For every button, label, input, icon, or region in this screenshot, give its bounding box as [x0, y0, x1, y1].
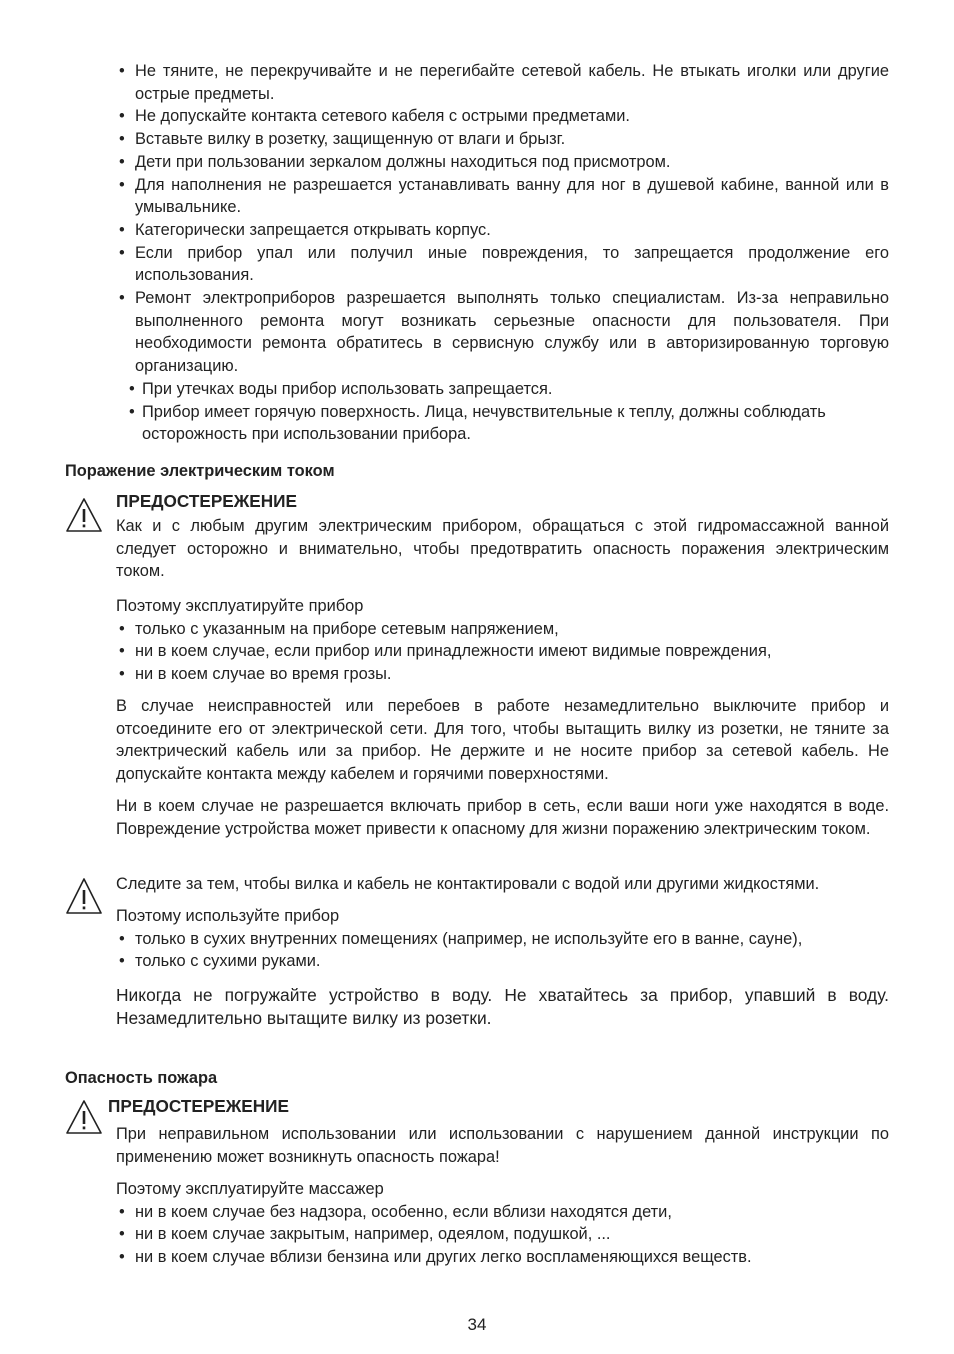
fire-intro: При неправильном использовании или использовании с нарушением данной инструкции по применению может возникнуть опасность пожара!: [116, 1125, 889, 1166]
warning-label: ПРЕДОСТЕРЕЖЕНИЕ: [116, 491, 297, 511]
shock-paragraph-1: В случае неисправностей или перебоев в работе незамедлительно выключите прибор и отсоедините его от электрической сети. Для того, чтобы вытащить вилку из розетки, не тяните за электрический кабель или за прибор. Не держите и не носите прибор за сетевой кабель. Не допускайте контакта между кабелем и горячими поверхностями.: [116, 697, 889, 784]
warning-triangle-icon: [65, 877, 103, 915]
section-title-electric-shock: Поражение электрическим током: [65, 462, 335, 480]
list-item: • только в сухих внутренних помещениях (например, не используйте его в ванне, сауне),: [116, 928, 889, 951]
use-lead: Поэтому используйте прибор: [116, 907, 340, 925]
shock-warning-block: [116, 491, 889, 583]
warning-triangle-icon: [65, 497, 103, 533]
warning-triangle-icon: [65, 1099, 103, 1135]
shock-paragraph-2: Ни в коем случае не разрешается включать прибор в сеть, если ваши ноги уже находятся в воде. Повреждение устройства может привести к опасному для жизни поражению электрическим током.: [116, 797, 889, 838]
list-item: • Вставьте вилку в розетку, защищенную от влаги и брызг.: [116, 128, 889, 151]
page-number: 34: [467, 1315, 487, 1334]
section-title-fire: Опасность пожара: [65, 1069, 218, 1087]
list-item: • Не допускайте контакта сетевого кабеля с острыми предметами.: [116, 105, 889, 128]
list-item: • ни в коем случае во время грозы.: [116, 663, 889, 686]
list-item: • Прибор имеет горячую поверхность. Лица, нечувствительные к теплу, должны соблюдать осторожность при использовании прибора.: [129, 401, 889, 446]
list-item: • ни в коем случае вблизи бензина или других легко воспламеняющихся веществ.: [116, 1246, 889, 1269]
shock-intro: Как и с любым другим электрическим прибором, обращаться с этой гидромассажной ванной следует осторожно и внимательно, чтобы предотвратить опасность поражения электрическим током.: [116, 517, 889, 581]
list-item: • Не тяните, не перекручивайте и не перегибайте сетевой кабель. Не втыкать иголки или другие острые предметы.: [116, 60, 889, 105]
list-item: • только с сухими руками.: [116, 950, 889, 973]
use-lead: Поэтому эксплуатируйте массажер: [116, 1180, 384, 1198]
list-item: • Категорически запрещается открывать корпус.: [116, 219, 889, 242]
use-list: [116, 928, 889, 973]
shock-warning-2: Следите за тем, чтобы вилка и кабель не контактировали с водой или другими жидкостями.: [116, 875, 820, 893]
safety-bullets-extra: [129, 378, 889, 446]
top-safety-list: [116, 60, 889, 446]
list-item: • только с указанным на приборе сетевым напряжением,: [116, 618, 889, 641]
use-list: [116, 1201, 889, 1269]
list-item: • Для наполнения не разрешается устанавливать ванну для ног в душевой кабине, ванной или в умывальнике.: [116, 174, 889, 219]
list-item: • При утечках воды прибор использовать запрещается.: [129, 378, 889, 401]
list-item: • ни в коем случае, если прибор или принадлежности имеют видимые повреждения,: [116, 640, 889, 663]
fire-use-block: [116, 1178, 889, 1269]
use-lead: Поэтому эксплуатируйте прибор: [116, 597, 364, 615]
list-item: • ни в коем случае закрытым, например, одеялом, подушкой, ...: [116, 1223, 889, 1246]
use-list: [116, 618, 889, 686]
list-item: • Ремонт электроприборов разрешается выполнять только специалистам. Из-за неправильно выполненного ремонта могут возникать серьезные опасности для пользователя. При необходимости ремонта обратитесь в сервисную службу или в авторизированную торговую организацию.: [116, 287, 889, 378]
list-item: • Дети при пользовании зеркалом должны находиться под присмотром.: [116, 151, 889, 174]
list-item: • ни в коем случае без надзора, особенно, если вблизи находятся дети,: [116, 1201, 889, 1224]
warning-label: ПРЕДОСТЕРЕЖЕНИЕ: [108, 1096, 289, 1116]
shock-use-block-2: [116, 905, 889, 973]
shock-use-block: [116, 595, 889, 686]
shock-paragraph-3: Никогда не погружайте устройство в воду. Не хватайтесь за прибор, упавший в воду. Незамедлительно вытащите вилку из розетки.: [116, 985, 889, 1028]
list-item: • Если прибор упал или получил иные повреждения, то запрещается продолжение его использования.: [116, 242, 889, 287]
safety-bullets: [116, 60, 889, 378]
